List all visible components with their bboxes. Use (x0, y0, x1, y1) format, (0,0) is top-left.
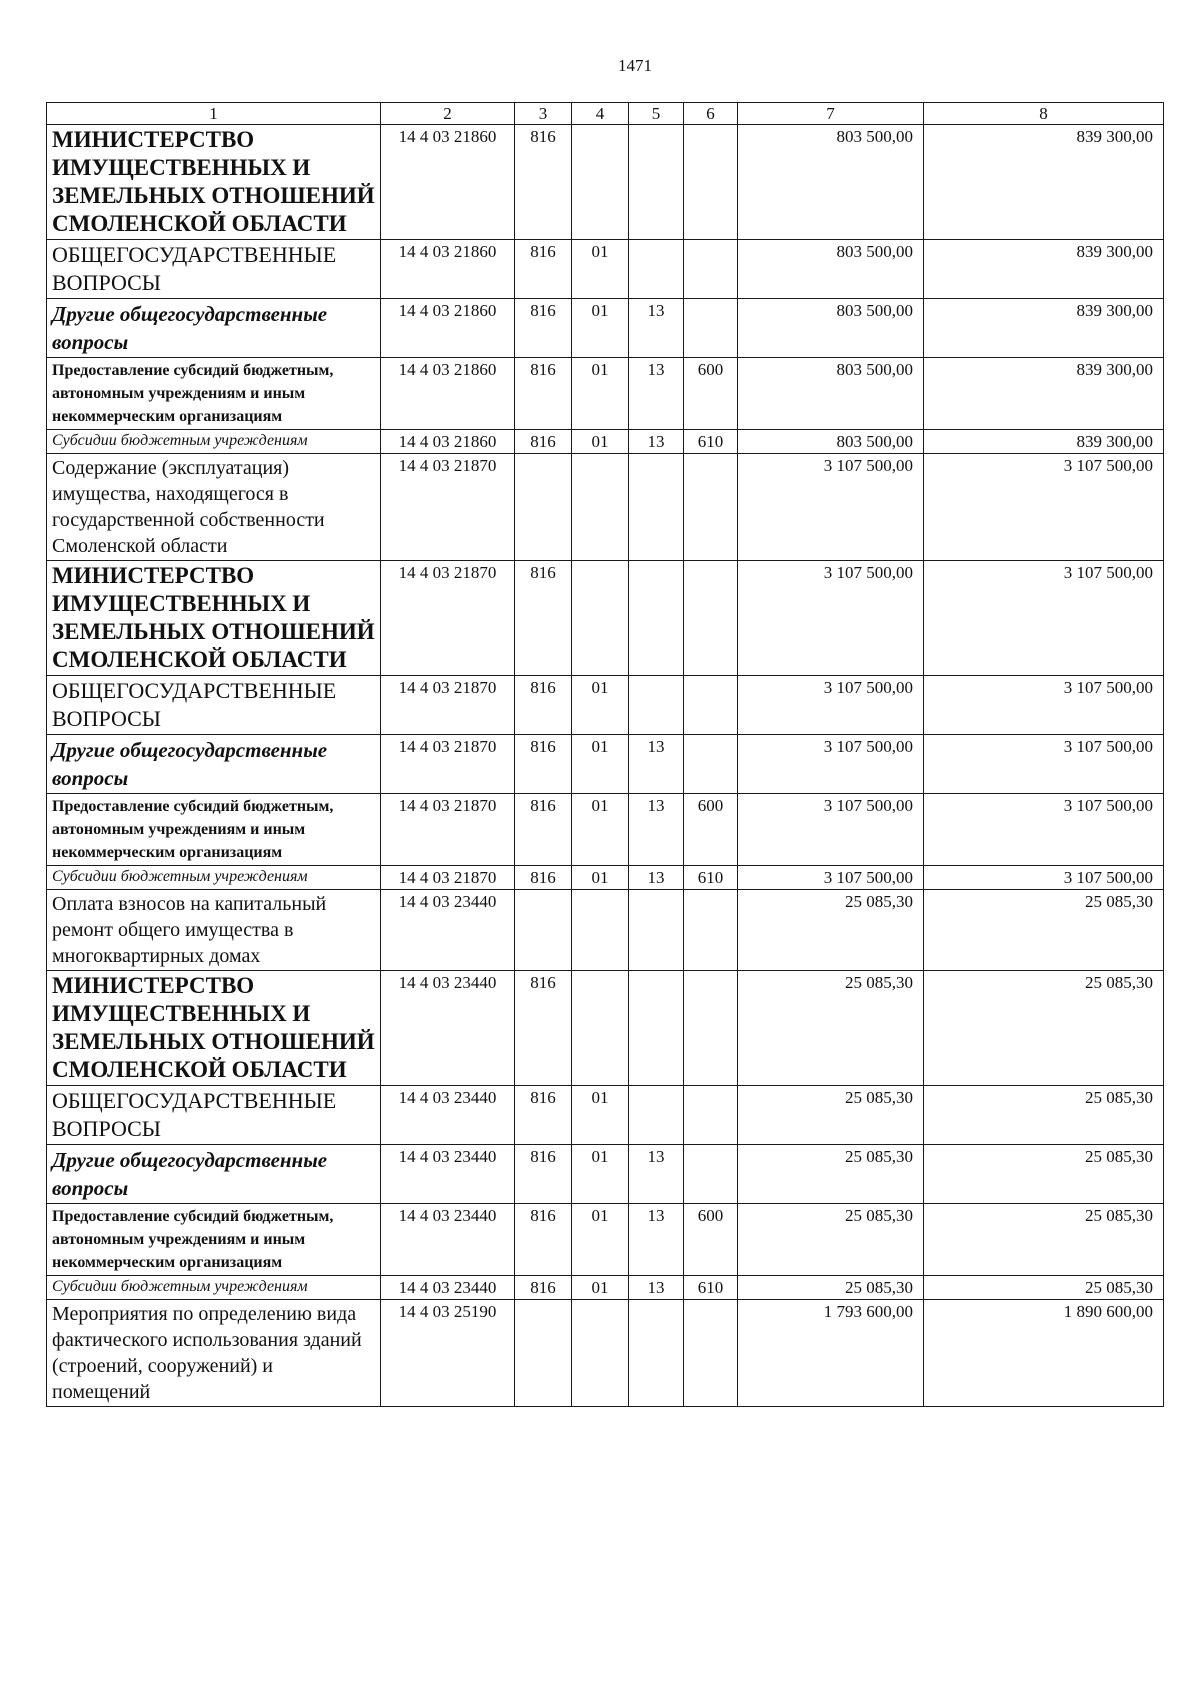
amount-year-2: 3 107 500,00 (924, 561, 1164, 676)
amount-year-2: 25 085,30 (924, 1086, 1164, 1145)
subsection-code: 13 (629, 1204, 684, 1276)
expense-type-code (684, 971, 738, 1086)
admin-code (515, 454, 572, 561)
row-name: Предоставление субсидий бюджетным, автономным учреждениям и иным некоммерческим организациям (47, 1204, 381, 1276)
expense-type-code: 600 (684, 794, 738, 866)
expense-type-code (684, 1086, 738, 1145)
row-name: ОБЩЕГОСУДАРСТВЕННЫЕ ВОПРОСЫ (47, 1086, 381, 1145)
expense-type-code (684, 735, 738, 794)
row-name: Субсидии бюджетным учреждениям (47, 430, 381, 454)
admin-code: 816 (515, 125, 572, 240)
amount-year-1: 3 107 500,00 (738, 454, 924, 561)
target-article-code: 14 4 03 23440 (381, 1086, 515, 1145)
target-article-code: 14 4 03 21870 (381, 561, 515, 676)
section-code (572, 125, 629, 240)
column-header: 2 (381, 103, 515, 125)
table-row (47, 866, 1164, 890)
amount-year-2: 839 300,00 (924, 299, 1164, 358)
budget-table (46, 102, 1164, 1407)
target-article-code: 14 4 03 21870 (381, 676, 515, 735)
target-article-code: 14 4 03 25190 (381, 1300, 515, 1407)
row-name: Другие общегосударственные вопросы (47, 1145, 381, 1204)
amount-year-1: 25 085,30 (738, 890, 924, 971)
amount-year-2: 3 107 500,00 (924, 866, 1164, 890)
target-article-code: 14 4 03 21860 (381, 240, 515, 299)
subsection-code (629, 561, 684, 676)
column-header: 7 (738, 103, 924, 125)
section-code: 01 (572, 1276, 629, 1300)
target-article-code: 14 4 03 21860 (381, 430, 515, 454)
admin-code: 816 (515, 866, 572, 890)
target-article-code: 14 4 03 21870 (381, 454, 515, 561)
expense-type-code (684, 890, 738, 971)
admin-code: 816 (515, 1145, 572, 1204)
target-article-code: 14 4 03 23440 (381, 890, 515, 971)
amount-year-2: 839 300,00 (924, 125, 1164, 240)
column-header: 4 (572, 103, 629, 125)
row-name: МИНИСТЕРСТВО ИМУЩЕСТВЕННЫХ И ЗЕМЕЛЬНЫХ ОТНОШЕНИЙ СМОЛЕНСКОЙ ОБЛАСТИ (47, 125, 381, 240)
amount-year-2: 3 107 500,00 (924, 794, 1164, 866)
column-header: 6 (684, 103, 738, 125)
admin-code: 816 (515, 1086, 572, 1145)
target-article-code: 14 4 03 21860 (381, 125, 515, 240)
table-row (47, 794, 1164, 866)
target-article-code: 14 4 03 21870 (381, 866, 515, 890)
subsection-code (629, 454, 684, 561)
expense-type-code (684, 676, 738, 735)
target-article-code: 14 4 03 21870 (381, 794, 515, 866)
subsection-code: 13 (629, 1145, 684, 1204)
amount-year-1: 25 085,30 (738, 1204, 924, 1276)
table-row (47, 299, 1164, 358)
amount-year-2: 3 107 500,00 (924, 454, 1164, 561)
section-code: 01 (572, 358, 629, 430)
expense-type-code (684, 240, 738, 299)
subsection-code: 13 (629, 735, 684, 794)
amount-year-1: 3 107 500,00 (738, 735, 924, 794)
row-name: Предоставление субсидий бюджетным, автономным учреждениям и иным некоммерческим организациям (47, 358, 381, 430)
amount-year-1: 803 500,00 (738, 240, 924, 299)
subsection-code (629, 240, 684, 299)
column-header: 3 (515, 103, 572, 125)
table-row (47, 735, 1164, 794)
section-code: 01 (572, 676, 629, 735)
subsection-code (629, 1086, 684, 1145)
expense-type-code: 610 (684, 430, 738, 454)
expense-type-code (684, 1145, 738, 1204)
target-article-code: 14 4 03 23440 (381, 1276, 515, 1300)
admin-code: 816 (515, 794, 572, 866)
subsection-code (629, 676, 684, 735)
amount-year-1: 1 793 600,00 (738, 1300, 924, 1407)
amount-year-1: 25 085,30 (738, 1086, 924, 1145)
column-header: 1 (47, 103, 381, 125)
section-code: 01 (572, 866, 629, 890)
subsection-code: 13 (629, 866, 684, 890)
table-row (47, 561, 1164, 676)
section-code (572, 561, 629, 676)
amount-year-1: 25 085,30 (738, 1276, 924, 1300)
subsection-code: 13 (629, 794, 684, 866)
amount-year-1: 25 085,30 (738, 971, 924, 1086)
subsection-code (629, 1300, 684, 1407)
row-name: Другие общегосударственные вопросы (47, 735, 381, 794)
table-row (47, 125, 1164, 240)
amount-year-1: 3 107 500,00 (738, 676, 924, 735)
section-code: 01 (572, 299, 629, 358)
amount-year-1: 3 107 500,00 (738, 866, 924, 890)
row-name: Другие общегосударственные вопросы (47, 299, 381, 358)
table-row (47, 1276, 1164, 1300)
admin-code: 816 (515, 971, 572, 1086)
amount-year-1: 803 500,00 (738, 430, 924, 454)
row-name: Субсидии бюджетным учреждениям (47, 1276, 381, 1300)
target-article-code: 14 4 03 23440 (381, 1204, 515, 1276)
amount-year-1: 803 500,00 (738, 125, 924, 240)
admin-code: 816 (515, 430, 572, 454)
target-article-code: 14 4 03 21870 (381, 735, 515, 794)
table-row (47, 676, 1164, 735)
amount-year-1: 803 500,00 (738, 299, 924, 358)
subsection-code: 13 (629, 299, 684, 358)
amount-year-2: 25 085,30 (924, 890, 1164, 971)
admin-code: 816 (515, 1276, 572, 1300)
row-name: Предоставление субсидий бюджетным, автономным учреждениям и иным некоммерческим организациям (47, 794, 381, 866)
amount-year-1: 3 107 500,00 (738, 561, 924, 676)
table-row (47, 454, 1164, 561)
section-code (572, 1300, 629, 1407)
section-code: 01 (572, 794, 629, 866)
table-row (47, 890, 1164, 971)
row-name: МИНИСТЕРСТВО ИМУЩЕСТВЕННЫХ И ЗЕМЕЛЬНЫХ ОТНОШЕНИЙ СМОЛЕНСКОЙ ОБЛАСТИ (47, 561, 381, 676)
amount-year-2: 839 300,00 (924, 240, 1164, 299)
admin-code: 816 (515, 299, 572, 358)
expense-type-code: 610 (684, 1276, 738, 1300)
section-code: 01 (572, 1086, 629, 1145)
section-code: 01 (572, 735, 629, 794)
expense-type-code (684, 125, 738, 240)
page-number: 1471 (618, 56, 652, 75)
row-name: МИНИСТЕРСТВО ИМУЩЕСТВЕННЫХ И ЗЕМЕЛЬНЫХ ОТНОШЕНИЙ СМОЛЕНСКОЙ ОБЛАСТИ (47, 971, 381, 1086)
subsection-code (629, 125, 684, 240)
expense-type-code: 610 (684, 866, 738, 890)
section-code (572, 890, 629, 971)
admin-code: 816 (515, 676, 572, 735)
amount-year-2: 25 085,30 (924, 1276, 1164, 1300)
amount-year-1: 803 500,00 (738, 358, 924, 430)
admin-code (515, 890, 572, 971)
expense-type-code: 600 (684, 358, 738, 430)
section-code (572, 454, 629, 561)
amount-year-2: 1 890 600,00 (924, 1300, 1164, 1407)
table-body (47, 103, 1164, 1407)
admin-code: 816 (515, 561, 572, 676)
subsection-code: 13 (629, 358, 684, 430)
expense-type-code (684, 299, 738, 358)
subsection-code (629, 971, 684, 1086)
expense-type-code (684, 1300, 738, 1407)
table-row (47, 1300, 1164, 1407)
target-article-code: 14 4 03 23440 (381, 1145, 515, 1204)
amount-year-1: 3 107 500,00 (738, 794, 924, 866)
column-header: 5 (629, 103, 684, 125)
table-row (47, 358, 1164, 430)
amount-year-2: 839 300,00 (924, 430, 1164, 454)
column-header: 8 (924, 103, 1164, 125)
table-row (47, 240, 1164, 299)
admin-code: 816 (515, 1204, 572, 1276)
expense-type-code (684, 561, 738, 676)
table-row (47, 971, 1164, 1086)
row-name: Субсидии бюджетным учреждениям (47, 866, 381, 890)
target-article-code: 14 4 03 21860 (381, 358, 515, 430)
section-code: 01 (572, 240, 629, 299)
amount-year-2: 25 085,30 (924, 971, 1164, 1086)
admin-code: 816 (515, 358, 572, 430)
amount-year-2: 3 107 500,00 (924, 676, 1164, 735)
target-article-code: 14 4 03 21860 (381, 299, 515, 358)
row-name: Оплата взносов на капитальный ремонт общего имущества в многоквартирных домах (47, 890, 381, 971)
amount-year-2: 3 107 500,00 (924, 735, 1164, 794)
admin-code (515, 1300, 572, 1407)
section-code: 01 (572, 1204, 629, 1276)
row-name: ОБЩЕГОСУДАРСТВЕННЫЕ ВОПРОСЫ (47, 240, 381, 299)
amount-year-2: 25 085,30 (924, 1204, 1164, 1276)
section-code: 01 (572, 1145, 629, 1204)
section-code: 01 (572, 430, 629, 454)
table-row (47, 1145, 1164, 1204)
admin-code: 816 (515, 240, 572, 299)
admin-code: 816 (515, 735, 572, 794)
amount-year-2: 25 085,30 (924, 1145, 1164, 1204)
amount-year-1: 25 085,30 (738, 1145, 924, 1204)
table-row (47, 1086, 1164, 1145)
target-article-code: 14 4 03 23440 (381, 971, 515, 1086)
subsection-code: 13 (629, 430, 684, 454)
table-row (47, 430, 1164, 454)
table-row (47, 1204, 1164, 1276)
header-row (47, 103, 1164, 125)
section-code (572, 971, 629, 1086)
subsection-code: 13 (629, 1276, 684, 1300)
expense-type-code (684, 454, 738, 561)
row-name: ОБЩЕГОСУДАРСТВЕННЫЕ ВОПРОСЫ (47, 676, 381, 735)
expense-type-code: 600 (684, 1204, 738, 1276)
row-name: Мероприятия по определению вида фактического использования зданий (строений, сооружений) и помещений (47, 1300, 381, 1407)
row-name: Содержание (эксплуатация) имущества, находящегося в государственной собственности Смоленской области (47, 454, 381, 561)
subsection-code (629, 890, 684, 971)
amount-year-2: 839 300,00 (924, 358, 1164, 430)
